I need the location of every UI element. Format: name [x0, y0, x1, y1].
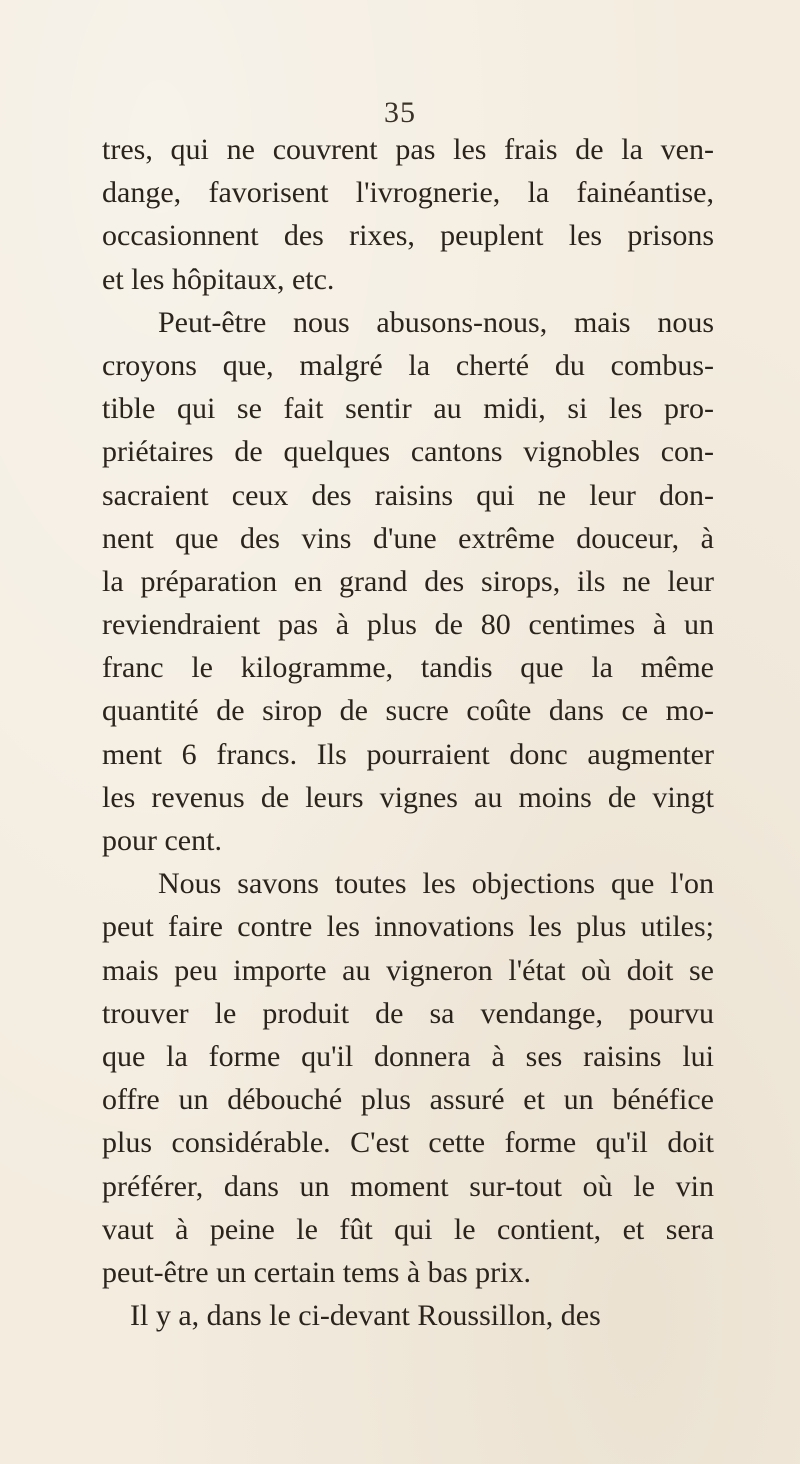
text-line: tible qui se fait sentir au midi, si les pro- [102, 392, 714, 426]
paragraph-start-line: Nous savons toutes les objections que l'on [158, 867, 714, 901]
text-line: tres, qui ne couvrent pas les frais de la ven- [102, 133, 714, 166]
paragraph-start-line: Peut-être nous abusons-nous, mais nous [158, 305, 714, 339]
text-line: trouver le produit de sa vendange, pourvu [102, 996, 714, 1030]
text-line: et les hôpitaux, etc. [102, 262, 335, 296]
text-line: priétaires de quelques cantons vignobles con- [102, 435, 714, 469]
text-line: mais peu importe au vigneron l'état où doit se [102, 953, 714, 987]
text-line: peut faire contre les innovations les plus utiles; [102, 910, 714, 944]
text-line: pour cent. [102, 824, 222, 857]
text-line: ment 6 francs. Ils pourraient donc augmenter [102, 737, 714, 771]
text-line: quantité de sirop de sucre coûte dans ce mo- [102, 694, 714, 728]
paragraph-start-line: Il y a, dans le ci-devant Roussillon, des [130, 1299, 601, 1333]
text-line: croyons que, malgré la cherté du combus- [102, 348, 714, 382]
body-text [102, 128, 714, 1337]
text-line: que la forme qu'il donnera à ses raisins lui [102, 1039, 714, 1073]
text-line: préférer, dans un moment sur-tout où le vin [102, 1169, 714, 1203]
text-line: les revenus de leurs vignes au moins de vingt [102, 780, 714, 814]
text-line: occasionnent des rixes, peuplent les prisons [102, 219, 714, 253]
text-line: vaut à peine le fût qui le contient, et sera [102, 1212, 714, 1246]
text-line: reviendraient pas à plus de 80 centimes à un [102, 608, 714, 642]
text-line: offre un débouché plus assuré et un bénéfice [102, 1083, 714, 1117]
text-line: peut-être un certain tems à bas prix. [102, 1255, 531, 1289]
text-line: sacraient ceux des raisins qui ne leur don- [102, 478, 714, 512]
page-number: 35 [384, 96, 416, 129]
text-line: plus considérable. C'est cette forme qu'il doit [102, 1126, 714, 1160]
text-line: dange, favorisent l'ivrognerie, la fainéantise, [102, 176, 714, 210]
text-line: nent que des vins d'une extrême douceur, à [102, 521, 714, 555]
text-line: franc le kilogramme, tandis que la même [102, 651, 714, 685]
text-line: la préparation en grand des sirops, ils ne leur [102, 564, 714, 598]
